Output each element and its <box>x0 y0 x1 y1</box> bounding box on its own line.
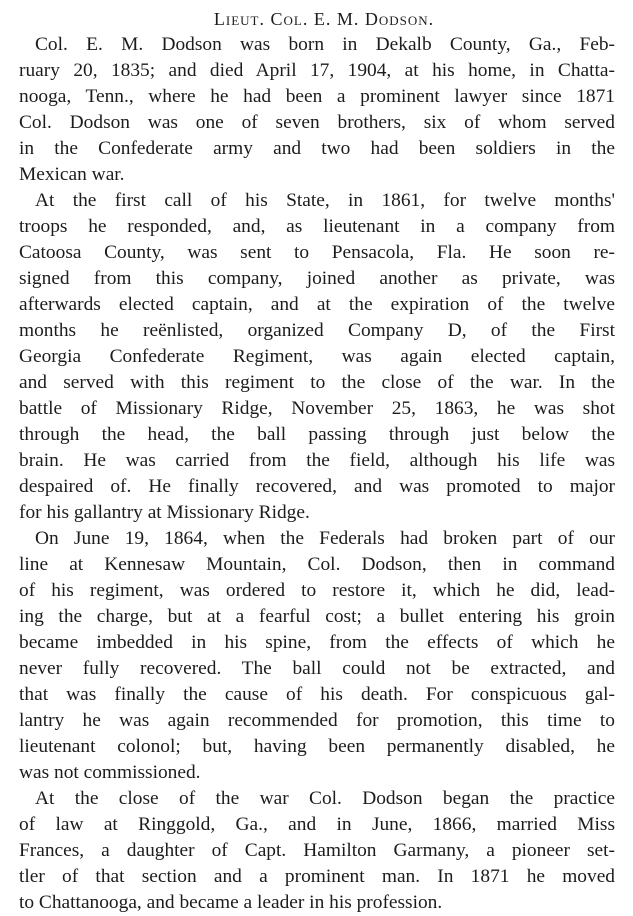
text-line: that was finally the cause of his death. For conspicuous gal- <box>19 684 615 705</box>
document-page <box>19 6 615 916</box>
text-line: At the first call of his State, in 1861, for twelve months' <box>35 190 615 211</box>
text-line: At the close of the war Col. Dodson began the practice <box>35 788 615 809</box>
text-line: was not commissioned. <box>19 762 201 783</box>
text-line: On June 19, 1864, when the Federals had broken part of our <box>35 528 615 549</box>
paragraph-4 <box>19 786 615 916</box>
text-line: and served with this regiment to the close of the war. In the <box>19 372 615 393</box>
text-line: months he reënlisted, organized Company D, of the First <box>19 320 615 341</box>
text-line: despaired of. He finally recovered, and was promoted to major <box>19 476 615 497</box>
text-line: of law at Ringgold, Ga., and in June, 1866, married Miss <box>19 814 615 835</box>
text-line: Mexican war. <box>19 164 125 185</box>
text-line: lieutenant colonol; but, having been permanently disabled, he <box>19 736 615 757</box>
paragraph-3 <box>19 526 615 786</box>
text-line: nooga, Tenn., where he had been a prominent lawyer since 1871 <box>19 86 615 107</box>
text-line: Catoosa County, was sent to Pensacola, Fla. He soon re- <box>19 242 615 263</box>
text-line: Frances, a daughter of Capt. Hamilton Garmany, a pioneer set- <box>19 840 615 861</box>
text-line: for his gallantry at Missionary Ridge. <box>19 502 310 523</box>
text-line: Col. Dodson was one of seven brothers, six of whom served <box>19 112 615 133</box>
paragraph-1 <box>19 32 615 188</box>
text-line: line at Kennesaw Mountain, Col. Dodson, then in command <box>19 554 615 575</box>
text-line: to Chattanooga, and became a leader in his profession. <box>19 892 443 913</box>
text-line: tler of that section and a prominent man. In 1871 he moved <box>19 866 615 887</box>
text-line: battle of Missionary Ridge, November 25, 1863, he was shot <box>19 398 615 419</box>
text-line: Georgia Confederate Regiment, was again elected captain, <box>19 346 615 367</box>
text-line: through the head, the ball passing through just below the <box>19 424 615 445</box>
text-line: lantry he was again recommended for promotion, this time to <box>19 710 615 731</box>
text-line: signed from this company, joined another as private, was <box>19 268 615 289</box>
text-line: Col. E. M. Dodson was born in Dekalb County, Ga., Feb- <box>35 34 615 55</box>
text-line: troops he responded, and, as lieutenant in a company from <box>19 216 615 237</box>
text-line: brain. He was carried from the field, although his life was <box>19 450 615 471</box>
text-line: ing the charge, but at a fearful cost; a bullet entering his groin <box>19 606 615 627</box>
text-line: in the Confederate army and two had been soldiers in the <box>19 138 615 159</box>
paragraph-2 <box>19 188 615 526</box>
text-line: of his regiment, was ordered to restore it, which he did, lead- <box>19 580 615 601</box>
text-line: afterwards elected captain, and at the expiration of the twelve <box>19 294 615 315</box>
text-line: ruary 20, 1835; and died April 17, 1904, at his home, in Chatta- <box>19 60 615 81</box>
text-line: became imbedded in his spine, from the effects of which he <box>19 632 615 653</box>
article-title: Lieut. Col. E. M. Dodson. <box>213 9 435 29</box>
text-line: never fully recovered. The ball could not be extracted, and <box>19 658 615 679</box>
